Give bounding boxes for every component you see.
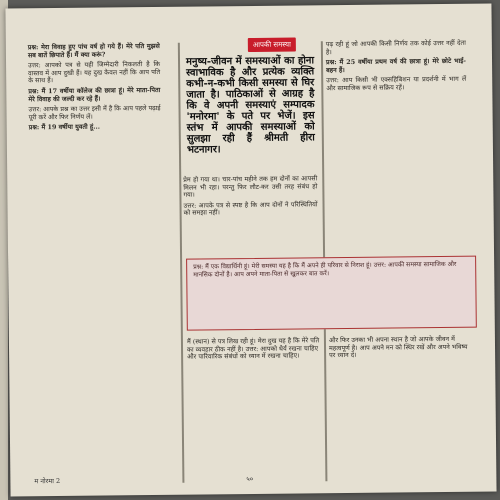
question-text: प्रश्न: मैं 17 वर्षीया कॉलेज की छात्रा हूं। मेरे माता-पिता मेरे विवाह की जल्दी कर रहे हैं।: [28, 85, 161, 103]
middle-column: [183, 175, 317, 220]
footer-left: म नोरमा 2: [34, 477, 61, 486]
question-text: प्रश्न: मैं 25 वर्षीया प्रथम वर्ष की छात्रा हूं। मेरे छोटे भाई-बहन हैं।: [325, 56, 467, 74]
right-column: [326, 40, 467, 96]
column-title: आपकी समस्या: [248, 38, 296, 53]
highlight-box: प्रश्न: मैं एक विद्यार्थिनी हूं। मेरी समस्या यह है कि मैं अपने ही परिवार से निराश हूं। उत्तर: आपकी समस्या सामाजिक और मानसिक दोनों है। आप अपने माता-पिता से खुलकर बात करें।: [186, 256, 477, 331]
question-text: प्रश्न: मैं 19 वर्षीया युवती हूं...: [28, 122, 100, 132]
left-column: [28, 43, 161, 135]
answer-text: उत्तर: आप किसी भी एक्सहिबिशन या प्रदर्शनी में भाग लें और सामाजिक रूप से सक्रिय रहें।: [326, 75, 467, 93]
answer-text: उत्तर: आपको पत्र से यही जिम्मेदारी निकलती है कि वास्तव में आप दुखी हैं। यह दुख केवल नहीं कि आप पति के साथ हैं।: [28, 60, 161, 85]
body-text: पढ़ रही हूं जो आपकी किसी निर्णय तक कोई उत्तर नहीं देता है।: [325, 38, 466, 56]
lower-right-text: और फिर उनका भी अपना स्थान है जो आपके जीवन में महत्वपूर्ण है। आप अपने मन को स्थिर रखें और अपने भविष्य पर ध्यान दें।: [328, 334, 468, 360]
answer-text: उत्तर: आपके पत्र से स्पष्ट है कि आप दोनों ने परिस्थितियों को समझा नहीं।: [183, 200, 318, 218]
body-text: प्रेम हो गया था। चार-पांच महीने तक हम दोनों का आपसी मिलन भी रहा। परन्तु फिर लौट-कर उसी तरह संबंध हो गया।: [183, 174, 318, 199]
question-text: प्रश्न: मेरा विवाह हुए पांच वर्ष हो गये हैं। मेरे पति मुझसे सब बातें छिपाते हैं। मैं क्या करूं?: [27, 41, 160, 59]
intro-text: मनुष्य-जीवन में समस्याओं का होना स्वाभाविक है और प्रत्येक व्यक्ति कभी-न-कभी किसी समस्या से घिर जाता है। पाठिकाओं से आग्रह है कि वे अपनी समस्याएं सम्पादक 'मनोरमा' के पते पर भेजें। इस स्तंभ में आपकी समस्याओं को सुलझा रही हैं श्रीमती हीरा भटनागर।: [185, 55, 315, 156]
answer-text: उत्तर: आपके प्रश्न का उत्तर इसी में है कि आप पहले पढ़ाई पूरी करें और फिर निर्णय लें।: [28, 104, 161, 122]
magazine-page: [5, 3, 496, 496]
lower-middle-text: मैं (स्थान) से पत्र लिख रही हूं। मेरा दुख यह है कि मेरे पति का व्यवहार ठीक नहीं है। उत्तर: आपको धैर्य रखना चाहिए और पारिवारिक संबंधों को ध्यान में रखना चाहिए।: [186, 336, 320, 361]
column-divider: [178, 43, 185, 483]
page-number: ५०: [246, 474, 254, 484]
